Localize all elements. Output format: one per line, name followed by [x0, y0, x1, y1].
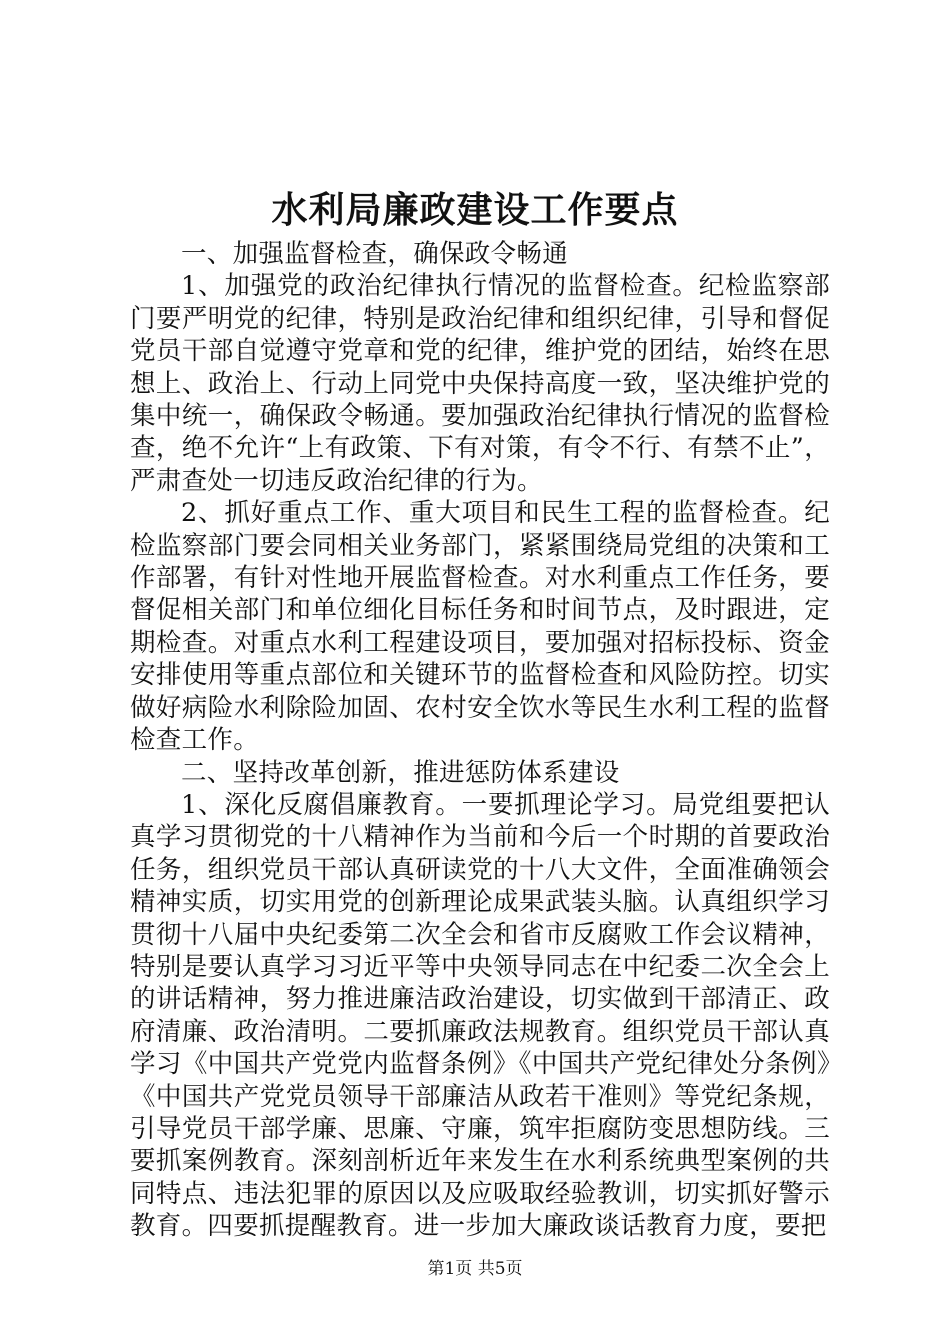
document-title: 水利局廉政建设工作要点 [271, 189, 679, 231]
body-paragraph: 1、深化反腐倡廉教育。一要抓理论学习。局党组要把认真学习贯彻党的十八精神作为当前和今后一个时期的首要政治任务，组织党员干部认真研读党的十八大文件，全面准确领会精神实质，切实用党的创新理论成果武装头脑。认真组织学习贯彻十八届中央纪委第二次全会和省市反腐败工作会议精神，特别是要认真学习习近平等中央领导同志在中纪委二次全会上的讲话精神，努力推进廉洁政治建设，切实做到干部清正、政府清廉、政治清明。二要抓廉政法规教育。组织党员干部认真学习《中国共产党党内监督条例》《中国共产党纪律处分条例》《中国共产党党员领导干部廉洁从政若干准则》等党纪条规，引导党员干部学廉、思廉、守廉，筑牢拒腐防变思想防线。三要抓案例教育。深刻剖析近年来发生在水利系统典型案例的共同特点、违法犯罪的原因以及应吸取经验教训，切实抓好警示教育。四要抓提醒教育。进一步加大廉政谈话教育力度，要把 [130, 789, 830, 1242]
page-number-footer: 第1页 共5页 [427, 1259, 523, 1279]
section-heading: 二、坚持改革创新，推进惩防体系建设 [181, 757, 620, 788]
section-heading: 一、加强监督检查，确保政令畅通 [181, 239, 569, 269]
body-paragraph: 2、抓好重点工作、重大项目和民生工程的监督检查。纪检监察部门要会同相关业务部门，紧紧围绕局党组的决策和工作部署，有针对性地开展监督检查。对水利重点工作任务，要督促相关部门和单位细化目标任务和时间节点，及时跟进，定期检查。对重点水利工程建设项目，要加强对招标投标、资金安排使用等重点部位和关键环节的监督检查和风险防控。切实做好病险水利除险加固、农村安全饮水等民生水利工程的监督检查工作。 [130, 498, 830, 756]
body-paragraph: 1、加强党的政治纪律执行情况的监督检查。纪检监察部门要严明党的纪律，特别是政治纪律和组织纪律，引导和督促党员干部自觉遵守党章和党的纪律，维护党的团结，始终在思想上、政治上、行动上同党中央保持高度一致，坚决维护党的集中统一，确保政令畅通。要加强政治纪律执行情况的监督检查，绝不允许“上有政策、下有对策，有令不行、有禁不止”，严肃查处一切违反政治纪律的行为。 [130, 271, 830, 496]
document-body [130, 238, 830, 1243]
